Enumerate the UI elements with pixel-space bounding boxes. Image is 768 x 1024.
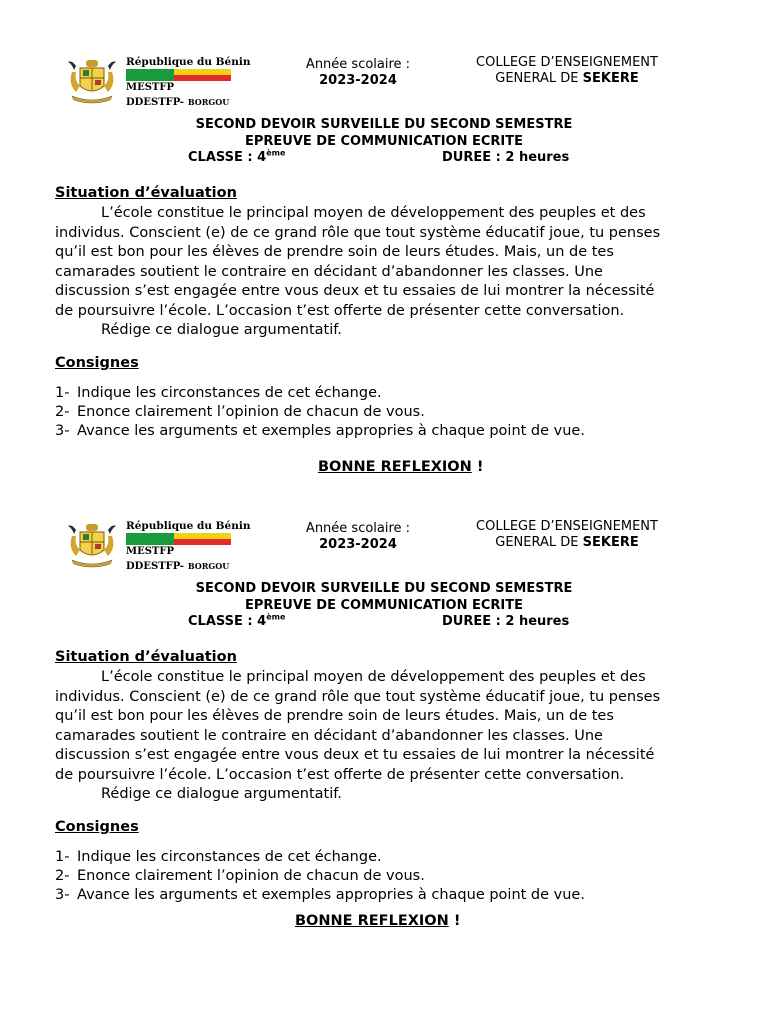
situation-text: L’école constitue le principal moyen de développement des peuples et des individus. Conscient (e) de ce grand rôle que tout système éducatif joue, tu penses qu’il est bon pour les élèves de prendre soin de leurs études. Mais, un de tes camarades soutient le contraire en décidant d’abandonner les classes. Une discussion s’est engagée entre vous deux et tu essaies de lui montrer la nécessité de poursuivre l’école. L’occasion t’est offerte de présenter cette conversation. Rédige ce dialogue argumentatif. [55, 204, 712, 341]
year-value: 2023-2024 [319, 537, 397, 552]
instruction: Rédige ce dialogue argumentatif. [101, 322, 342, 338]
republic-block [126, 56, 250, 110]
school-year [298, 521, 418, 553]
ministry: MESTFP [126, 82, 174, 93]
exam-sheet-copy-2 [0, 514, 768, 978]
list-item: 3- Avance les arguments et exemples appropries à chaque point de vue. [55, 887, 585, 903]
class-label: CLASSE : 4ème [188, 612, 286, 629]
ministry: MESTFP [126, 546, 174, 557]
consignes-heading: Consignes [55, 819, 139, 835]
closing-message: BONNE REFLEXION ! [318, 459, 484, 475]
list-item: 2- Enonce clairement l’opinion de chacun de vous. [55, 404, 425, 420]
year-label: Année scolaire : [305, 57, 411, 72]
exam-title: SECOND DEVOIR SURVEILLE DU SECOND SEMESTRE [195, 117, 573, 132]
exam-titles [0, 580, 768, 614]
consignes-heading: Consignes [55, 355, 139, 371]
class-label: CLASSE : 4ème [188, 148, 286, 165]
republic-name: République du Bénin [126, 56, 251, 68]
consignes-list [55, 848, 735, 905]
republic-block [126, 520, 250, 574]
direction-line: DDESTFP- BORGOU [126, 561, 230, 572]
instruction: Rédige ce dialogue argumentatif. [101, 786, 342, 802]
year-value: 2023-2024 [319, 73, 397, 88]
duration-label: DUREE : 2 heures [442, 614, 570, 629]
republic-name: République du Bénin [126, 520, 251, 532]
situation-heading: Situation d’évaluation [55, 649, 237, 665]
benin-flag [126, 69, 231, 81]
list-item: 1- Indique les circonstances de cet échange. [55, 385, 382, 401]
list-item: 2- Enonce clairement l’opinion de chacun de vous. [55, 868, 425, 884]
situation-heading: Situation d’évaluation [55, 185, 237, 201]
year-label: Année scolaire : [305, 521, 411, 536]
consignes-list [55, 384, 735, 441]
coat-of-arms-icon [66, 520, 118, 570]
exam-subject: EPREUVE DE COMMUNICATION ECRITE [244, 134, 524, 149]
duration-label: DUREE : 2 heures [442, 150, 570, 165]
school-year [298, 57, 418, 89]
college-name: COLLEGE D’ENSEIGNEMENT GENERAL DE SEKERE [476, 55, 658, 86]
situation-text: L’école constitue le principal moyen de développement des peuples et des individus. Conscient (e) de ce grand rôle que tout système éducatif joue, tu penses qu’il est bon pour les élèves de prendre soin de leurs études. Mais, un de tes camarades soutient le contraire en décidant d’abandonner les classes. Une discussion s’est engagée entre vous deux et tu essaies de lui montrer la nécessité de poursuivre l’école. L’occasion t’est offerte de présenter cette conversation. Rédige ce dialogue argumentatif. [55, 668, 712, 805]
college-name: COLLEGE D’ENSEIGNEMENT GENERAL DE SEKERE [476, 519, 658, 550]
closing-message: BONNE REFLEXION ! [295, 913, 461, 929]
coat-of-arms-icon [66, 56, 118, 106]
exam-title: SECOND DEVOIR SURVEILLE DU SECOND SEMESTRE [195, 581, 573, 596]
exam-sheet-copy-1 [0, 50, 768, 514]
exam-titles [0, 116, 768, 150]
benin-flag [126, 533, 231, 545]
list-item: 1- Indique les circonstances de cet échange. [55, 849, 382, 865]
exam-subject: EPREUVE DE COMMUNICATION ECRITE [244, 598, 524, 613]
direction-line: DDESTFP- BORGOU [126, 97, 230, 108]
list-item: 3- Avance les arguments et exemples appropries à chaque point de vue. [55, 423, 585, 439]
